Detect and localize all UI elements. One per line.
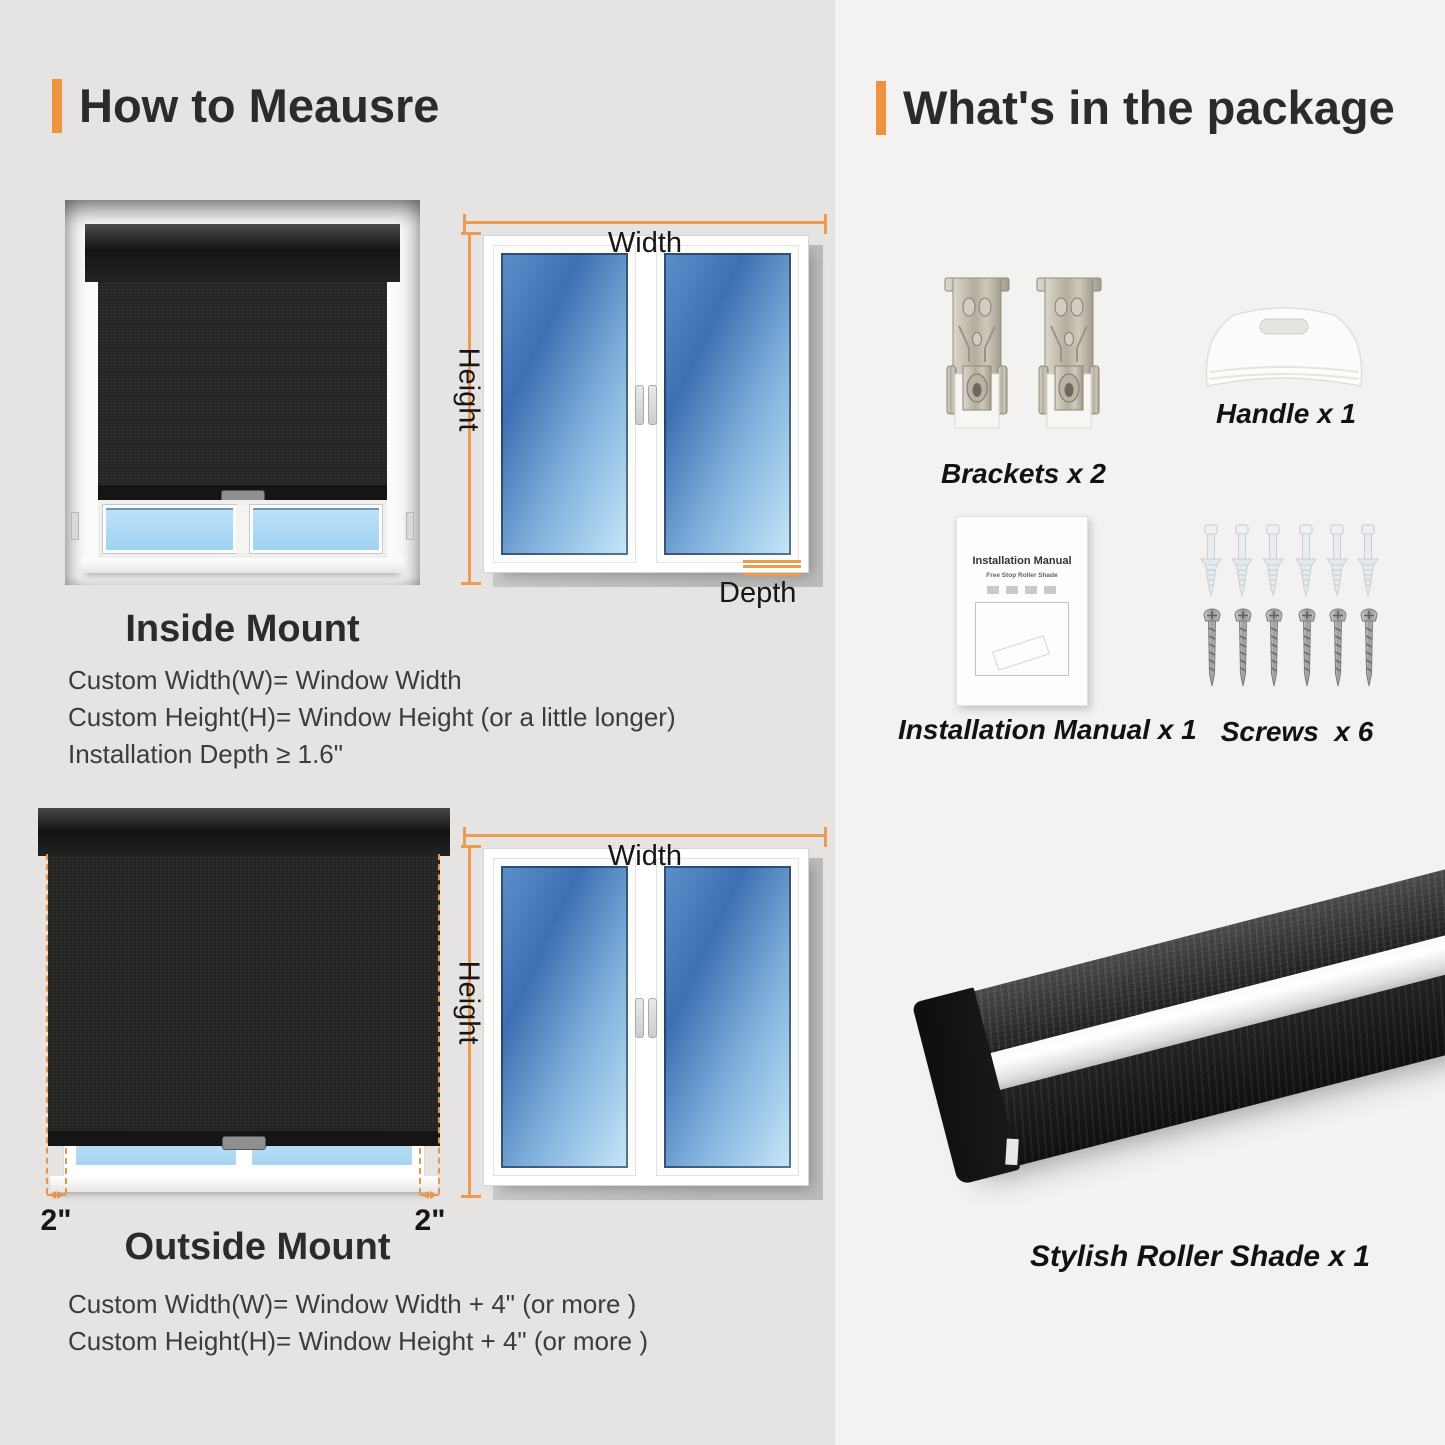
dashed-guide-left-inner	[65, 1148, 67, 1194]
screws-label: Screws x 6	[1220, 716, 1374, 747]
depth-label: Depth	[719, 577, 797, 609]
window-handle	[648, 385, 657, 425]
manual-marks	[987, 586, 1057, 594]
instruction-line: Custom Height(H)= Window Height (or a little longer)	[68, 702, 676, 732]
depth-measure-mark	[743, 565, 801, 568]
package-title	[876, 80, 1395, 135]
shade-cassette	[38, 808, 450, 856]
height-label: Height	[452, 347, 485, 432]
manual-label: Installation Manual x 1	[898, 714, 1197, 745]
package-title-text: What's in the package	[903, 81, 1395, 134]
dashed-guide-right-outer	[438, 854, 440, 1194]
window-sash	[493, 245, 636, 563]
width-label: Width	[607, 840, 683, 872]
window-frame	[483, 235, 809, 573]
outside-measure-diagram	[452, 818, 835, 1218]
window-glass	[501, 253, 628, 555]
brackets-label: Brackets x 2	[940, 458, 1106, 489]
window-latch	[406, 512, 414, 540]
window-latch	[71, 512, 79, 540]
window-sash	[493, 858, 636, 1176]
dashed-guide-left-outer	[46, 854, 48, 1194]
instruction-line: Custom Width(W)= Window Width + 4" (or more )	[68, 1289, 637, 1319]
accent-bar-icon	[52, 79, 62, 133]
shade-bottom-rail	[48, 1131, 440, 1146]
window-sill	[81, 558, 404, 573]
gap-arrow-right-icon	[420, 1194, 439, 1196]
accent-bar-icon	[876, 81, 886, 135]
manual-title: Installation Manual	[972, 555, 1072, 567]
inside-mount-illustration	[65, 200, 420, 585]
width-measure-line	[463, 221, 827, 224]
window-sill	[50, 1176, 438, 1192]
window-frame	[483, 848, 809, 1186]
shade-fabric	[98, 282, 387, 500]
width-label: Width	[607, 227, 683, 259]
window-mullion	[636, 245, 656, 563]
manual-figure	[975, 602, 1069, 676]
window-glass	[250, 505, 383, 553]
shade-fabric	[48, 856, 440, 1146]
shade-label: Stylish Roller Shade x 1	[1029, 1240, 1371, 1273]
inside-measure-diagram	[452, 205, 835, 609]
installation-manual	[956, 516, 1088, 706]
dashed-guide-right-inner	[419, 1148, 421, 1194]
how-to-measure-title	[52, 78, 439, 133]
window-handle	[635, 998, 644, 1038]
outside-mount-illustration	[38, 808, 450, 1238]
window-glass	[664, 866, 791, 1168]
inside-mount-instructions	[68, 662, 676, 773]
shade-pull-handle	[222, 1136, 266, 1150]
instruction-line: Installation Depth ≥ 1.6"	[68, 739, 343, 769]
window-mullion	[636, 858, 656, 1176]
window-sash	[656, 245, 799, 563]
how-to-measure-title-text: How to Meausre	[79, 79, 440, 132]
handle-label: Handle x 1	[1215, 398, 1357, 429]
gap-label-left: 2"	[40, 1204, 72, 1237]
gap-label-right: 2"	[414, 1204, 446, 1237]
manual-subtitle: Free Stop Roller Shade	[986, 572, 1058, 579]
instruction-line: Custom Height(H)= Window Height + 4" (or more )	[68, 1326, 648, 1356]
shade-cassette	[85, 224, 400, 282]
window-handle	[648, 998, 657, 1038]
window-mullion	[236, 505, 250, 553]
width-measure-line	[463, 834, 827, 837]
outside-mount-instructions	[68, 1286, 648, 1360]
handle-icon	[1198, 298, 1370, 392]
outside-mount-heading: Outside Mount	[124, 1226, 391, 1268]
bracket-icon	[1030, 276, 1108, 438]
shade-bottom-rail	[98, 485, 387, 500]
bracket-icon	[938, 276, 1016, 438]
inside-mount-heading: Inside Mount	[125, 608, 360, 650]
window-sash	[656, 858, 799, 1176]
window-lower-panes	[98, 500, 387, 558]
wall-anchors-icon	[1200, 524, 1390, 602]
window-glass	[103, 505, 236, 553]
screws-icon	[1201, 608, 1391, 692]
gap-arrow-left-icon	[47, 1194, 66, 1196]
instruction-line: Custom Width(W)= Window Width	[68, 665, 462, 695]
window-handle	[635, 385, 644, 425]
window-glass	[501, 866, 628, 1168]
height-label: Height	[452, 960, 485, 1045]
window-glass	[664, 253, 791, 555]
